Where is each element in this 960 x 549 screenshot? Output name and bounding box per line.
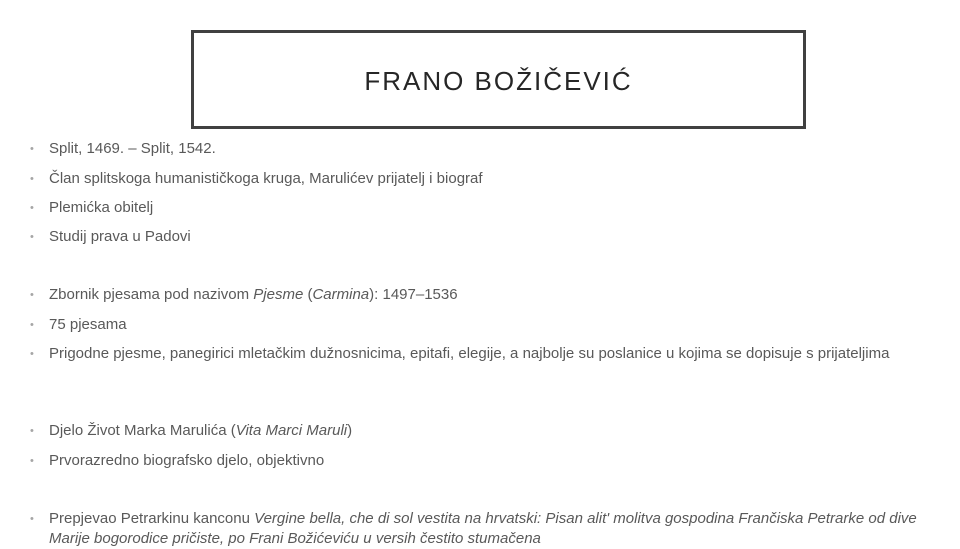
bullet-text bbox=[49, 421, 929, 441]
bullet-dot-icon: • bbox=[30, 513, 34, 525]
bullet-text: Split, 1469. – Split, 1542. bbox=[49, 140, 216, 157]
bullet-dot-icon: • bbox=[30, 231, 34, 243]
bullet-text: Prigodne pjesme, panegirici mletačkim dužnosnicima, epitafi, elegije, a najbolje su poslanice u kojima se dopisuje s prijateljima bbox=[49, 345, 890, 362]
canzone-title-italic: Vergine bella, che di sol vestita na hrvatski: Pisan alit' molitva gospodina Frančiska Petrarke od dive Marije bogorodice pričiste, po Frani Božićeviću u versih čestito stumačena bbox=[49, 510, 917, 547]
bullet-dot-icon: • bbox=[30, 173, 34, 185]
bullet-text: Član splitskoga humanističkoga kruga, Marulićev prijatelj i biograf bbox=[49, 170, 483, 187]
bullet-dot-icon: • bbox=[30, 202, 34, 214]
bullet-dot-icon: • bbox=[30, 289, 34, 301]
bullet-text-part: ( bbox=[303, 286, 313, 303]
bullet-dot-icon: • bbox=[30, 143, 34, 155]
bullet-dot-icon: • bbox=[30, 319, 34, 331]
bullet-text: 75 pjesama bbox=[49, 316, 127, 333]
bullet-text-part: ) bbox=[347, 422, 353, 439]
work-title-latin-italic: Carmina bbox=[312, 286, 370, 303]
bullet-text-part: Zbornik pjesama pod nazivom bbox=[49, 286, 254, 303]
slide-title: FRANO BOŽIČEVIĆ bbox=[364, 66, 633, 96]
bullet-text-part: ): 1497–1536 bbox=[369, 286, 458, 303]
bullet-text bbox=[49, 285, 929, 305]
bullet-text: Plemićka obitelj bbox=[49, 199, 154, 216]
bullet-dot-icon: • bbox=[30, 455, 34, 467]
bullet-text: Prvorazredno biografsko djelo, objektivno bbox=[49, 452, 325, 469]
work-title-italic: Vita Marci Maruli bbox=[235, 422, 348, 439]
bullet-text bbox=[49, 509, 929, 549]
bullet-text-part: Djelo Život Marka Marulića ( bbox=[49, 422, 236, 439]
bullet-dot-icon: • bbox=[30, 348, 34, 360]
title-box bbox=[191, 30, 806, 129]
bullet-dot-icon: • bbox=[30, 425, 34, 437]
work-title-italic: Pjesme bbox=[253, 286, 304, 303]
bullet-text: Studij prava u Padovi bbox=[49, 228, 191, 245]
bullet-text-part: Prepjevao Petrarkinu kanconu bbox=[49, 510, 255, 527]
